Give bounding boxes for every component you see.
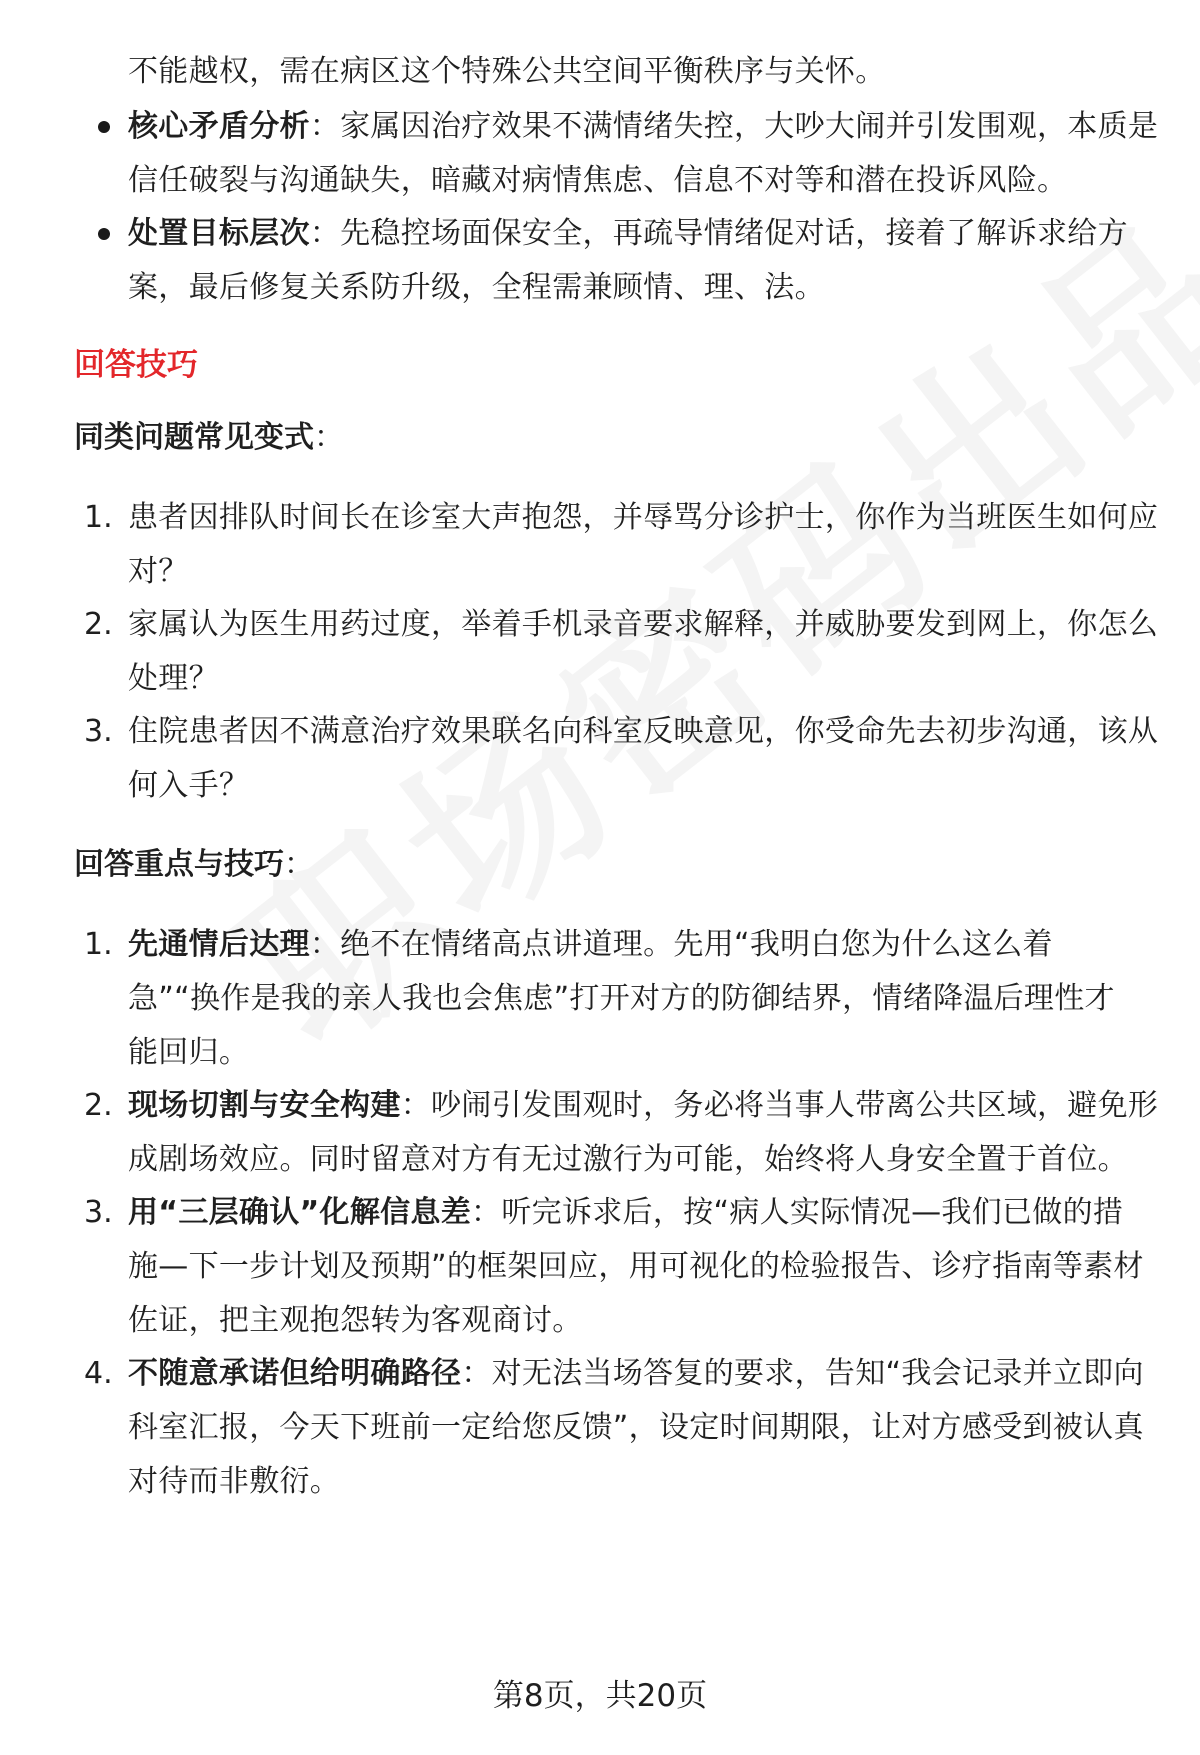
analysis-bullet-2-line1 xyxy=(128,214,1128,254)
variant-2-number: 2. xyxy=(84,607,113,642)
key-point-1-line2: 急”“换作是我的亲人我也会焦虑”打开对方的防御结界，情绪降温后理性才 xyxy=(128,981,1115,1016)
variant-3-line1: 住院患者因不满意治疗效果联名向科室反映意见，你受命先去初步沟通，该从 xyxy=(128,714,1159,749)
variant-1-line2: 对？ xyxy=(128,554,189,589)
analysis-bullet-2-text: ：先稳控场面保安全，再疏导情绪促对话，接着了解诉求给方 xyxy=(309,216,1128,251)
variants-heading-colon: ： xyxy=(314,420,344,455)
key-point-4-line3: 对待而非敷衍。 xyxy=(128,1464,341,1499)
bullet-dot xyxy=(98,121,110,133)
key-point-4-line2: 科室汇报，今天下班前一定给您反馈”，设定时间期限，让对方感受到被认真 xyxy=(128,1410,1144,1445)
section-heading-answer-skills: 回答技巧 xyxy=(74,347,198,383)
key-point-1-text: ：绝不在情绪高点讲道理。先用“我明白您为什么这么着 xyxy=(309,927,1053,962)
analysis-bullet-1-line1 xyxy=(128,107,1158,147)
key-point-3-text: ：听完诉求后，按“病人实际情况—我们已做的措 xyxy=(471,1195,1124,1230)
key-points-heading-colon: ： xyxy=(284,847,314,882)
analysis-bullet-1-line2: 信任破裂与沟通缺失，暗藏对病情焦虑、信息不对等和潜在投诉风险。 xyxy=(128,163,1068,198)
key-point-3-title: 用“三层确认”化解信息差 xyxy=(128,1195,472,1230)
variant-3-number: 3. xyxy=(84,714,113,749)
variant-1-number: 1. xyxy=(84,500,113,535)
variant-1-line1: 患者因排队时间长在诊室大声抱怨，并辱骂分诊护士，你作为当班医生如何应 xyxy=(128,500,1159,535)
variant-2-line2: 处理？ xyxy=(128,661,219,696)
analysis-bullet-2-title: 处置目标层次 xyxy=(128,216,310,251)
analysis-bullet-1-text: ：家属因治疗效果不满情绪失控，大吵大闹并引发围观，本质是 xyxy=(309,109,1159,144)
key-point-2-line1 xyxy=(128,1086,1158,1126)
analysis-bullet-1-title: 核心矛盾分析 xyxy=(128,109,310,144)
key-point-2-line2: 成剧场效应。同时留意对方有无过激行为可能，始终将人身安全置于首位。 xyxy=(128,1142,1128,1177)
key-point-2-title: 现场切割与安全构建 xyxy=(128,1088,401,1123)
variants-heading xyxy=(74,418,344,458)
variant-2-line1: 家属认为医生用药过度，举着手机录音要求解释，并威胁要发到网上，你怎么 xyxy=(128,607,1159,642)
key-point-2-text: ：吵闹引发围观时，务必将当事人带离公共区域，避免形 xyxy=(400,1088,1159,1123)
key-point-4-number: 4. xyxy=(84,1356,113,1391)
key-point-2-number: 2. xyxy=(84,1088,113,1123)
key-point-1-number: 1. xyxy=(84,927,113,962)
key-point-1-line3: 能回归。 xyxy=(128,1035,250,1070)
key-points-heading-label: 回答重点与技巧 xyxy=(74,847,284,882)
key-point-4-title: 不随意承诺但给明确路径 xyxy=(128,1356,462,1391)
bullet-dot xyxy=(98,228,110,240)
page-number-footer: 第8页，共20页 xyxy=(492,1678,708,1714)
key-point-4-line1 xyxy=(128,1354,1144,1394)
key-point-3-line3: 佐证，把主观抱怨转为客观商讨。 xyxy=(128,1303,583,1338)
key-points-heading xyxy=(74,845,314,885)
key-point-4-text: ：对无法当场答复的要求，告知“我会记录并立即向 xyxy=(461,1356,1144,1391)
key-point-3-number: 3. xyxy=(84,1195,113,1230)
key-point-3-line2: 施—下一步计划及预期”的框架回应，用可视化的检验报告、诊疗指南等素材 xyxy=(128,1249,1144,1284)
analysis-bullet-2-line2: 案，最后修复关系防升级，全程需兼顾情、理、法。 xyxy=(128,270,825,305)
continuation-text: 不能越权，需在病区这个特殊公共空间平衡秩序与关怀。 xyxy=(128,54,886,89)
key-point-1-title: 先通情后达理 xyxy=(128,927,310,962)
variants-heading-label: 同类问题常见变式 xyxy=(74,420,314,455)
key-point-3-line1 xyxy=(128,1193,1123,1233)
variant-3-line2: 何入手？ xyxy=(128,768,250,803)
key-point-1-line1 xyxy=(128,925,1053,965)
